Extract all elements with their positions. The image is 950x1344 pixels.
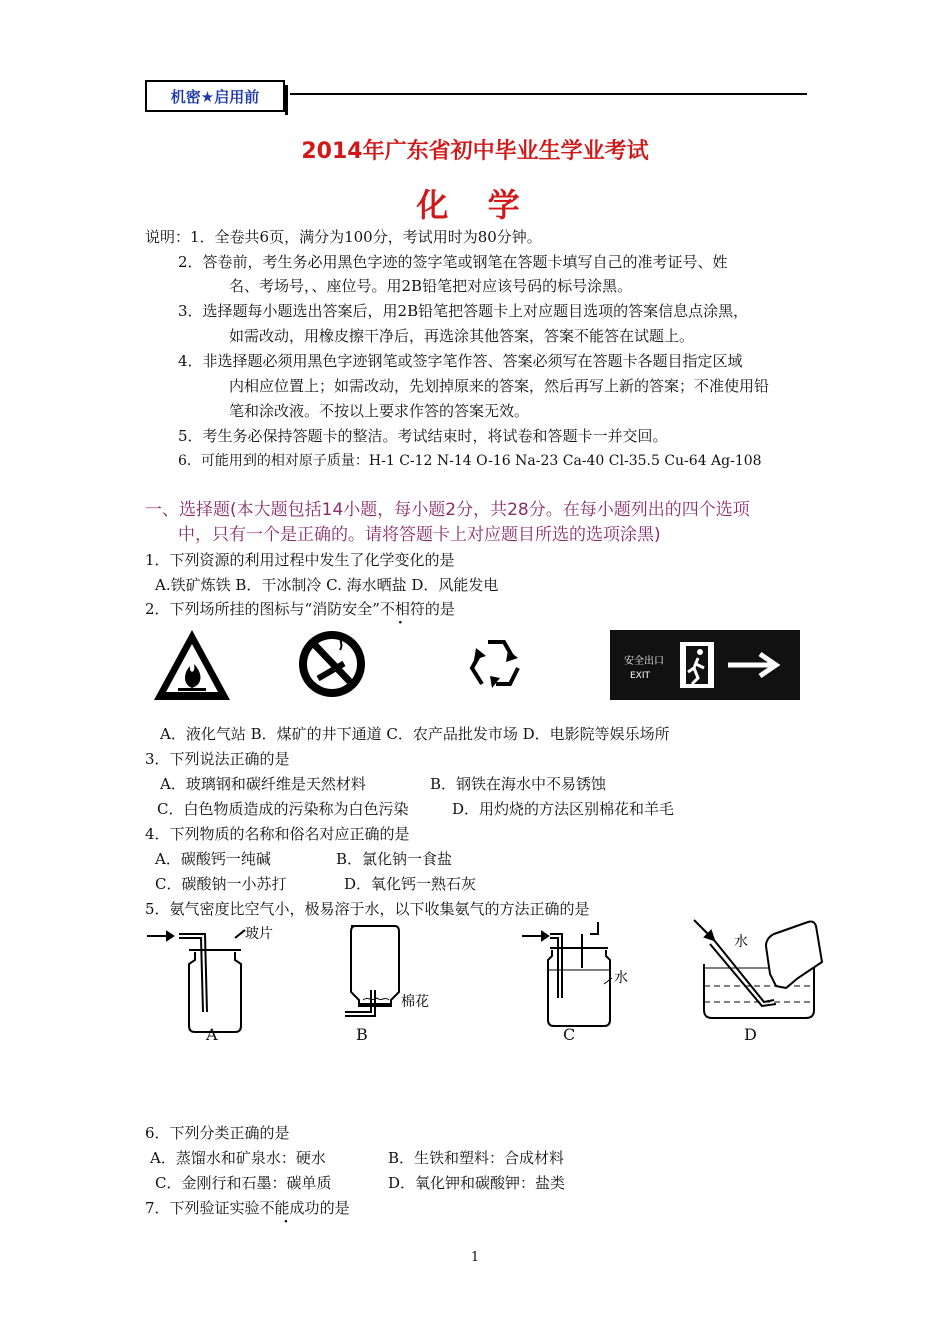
instruction-line: 如需改动，用橡皮擦干净后，再选涂其他答案，答案不能答在试题上。	[229, 327, 695, 345]
exam-title: 2014年广东省初中毕业生学业考试	[301, 139, 649, 164]
section-heading: 中，只有一个是正确的。请将答题卡上对应题目所选的选项涂黑)	[178, 525, 661, 545]
flammable-warning-sign-icon	[152, 628, 232, 702]
stem-text: 7．下列验证实验	[145, 1199, 260, 1217]
recycling-sign-icon	[460, 628, 532, 700]
subject-title: 化 学	[416, 186, 534, 224]
option-c: C．碳酸钠一小苏打	[155, 875, 287, 893]
question-stem	[145, 1197, 350, 1219]
figure-label-d: D	[744, 1025, 757, 1044]
stem-text: 的是	[424, 600, 455, 618]
stem-text: 的是	[319, 1199, 350, 1217]
stem-emphasis: 不能成功	[259, 1199, 320, 1217]
instruction-line: 笔和涂改液。不按以上要求作答的答案无效。	[229, 402, 530, 420]
question-stem: 6．下列分类正确的是	[145, 1124, 290, 1142]
apparatus-b-diagram	[325, 920, 445, 1030]
label-glass-slide: 玻片	[245, 926, 273, 942]
option-a: A．蒸馏水和矿泉水：硬水	[150, 1149, 326, 1167]
option-a: A．碳酸钙一纯碱	[155, 850, 271, 868]
question-options: A．液化气站 B．煤矿的井下通道 C．农产品批发市场 D．电影院等娱乐场所	[160, 725, 670, 743]
apparatus-d-diagram	[690, 916, 830, 1026]
instruction-line: 名、考场号，、座位号。用2B铅笔把对应该号码的标号涂黑。	[229, 277, 633, 295]
option-a: A．玻璃钢和碳纤维是天然材料	[160, 775, 366, 793]
header-rule	[290, 93, 807, 95]
option-c: C．金刚行和石墨：碳单质	[155, 1174, 332, 1192]
question-options: A.铁矿炼铁 B．干冰制冷 C. 海水晒盐 D．风能发电	[155, 576, 499, 594]
instruction-line: 说明：1．全卷共6页，满分为100分，考试用时为80分钟。	[145, 228, 542, 246]
section-heading: 一、选择题(本大题包括14小题，每小题2分，共28分。在每小题列出的四个选项	[145, 500, 750, 520]
option-d: D．氧化钙一熟石灰	[344, 875, 477, 893]
option-b: B．生铁和塑料：合成材料	[388, 1149, 565, 1167]
instruction-line: 6．可能用到的相对原子质量：H-1 C-12 N-14 O-16 Na-23 Ca-40 Cl-35.5 Cu-64 Ag-108	[178, 453, 762, 469]
exit-sign-cn: 安全出口	[624, 656, 664, 667]
option-d: D．氧化钾和碳酸钾：盐类	[388, 1174, 566, 1192]
stem-emphasis: 不相符	[379, 600, 425, 618]
emergency-exit-sign-icon	[610, 630, 800, 700]
question-stem: 4．下列物质的名称和俗名对应正确的是	[145, 825, 410, 843]
option-b: B．钢铁在海水中不易锈蚀	[430, 775, 607, 793]
exit-sign-en: EXIT	[630, 671, 651, 681]
figure-label-a: A	[206, 1025, 218, 1044]
question-stem: 3．下列说法正确的是	[145, 750, 290, 768]
figure-label-c: C	[563, 1025, 576, 1044]
label-water-d: 水	[734, 934, 748, 950]
page-number: 1	[470, 1250, 480, 1265]
option-b: B．氯化钠一食盐	[336, 850, 453, 868]
instruction-line: 5．考生务必保持答题卡的整洁。考试结束时，将试卷和答题卡一并交回。	[178, 427, 668, 445]
confidential-label: 机密★启用前	[145, 80, 285, 112]
question-stem	[145, 598, 455, 620]
option-d: D．用灼烧的方法区别棉花和羊毛	[452, 800, 675, 818]
figure-label-b: B	[356, 1025, 368, 1044]
option-c: C．白色物质造成的污染称为白色污染	[157, 800, 409, 818]
label-water-c: 水	[614, 970, 628, 986]
no-smoking-sign-icon	[296, 628, 368, 700]
label-cotton: 棉花	[401, 994, 429, 1010]
instruction-line: 2．答卷前，考生务必用黑色字迹的签字笔或钢笔在答题卡填写自己的准考证号、姓	[178, 253, 728, 271]
instruction-line: 内相应位置上；如需改动，先划掉原来的答案，然后再写上新的答案；不准使用铅	[229, 377, 770, 395]
question-stem: 5．氨气密度比空气小，极易溶于水，以下收集氨气的方法正确的是	[145, 900, 590, 918]
instruction-line: 4．非选择题必须用黑色字迹钢笔或签字笔作答、答案必须写在答题卡各题目指定区域	[178, 352, 743, 370]
stem-text: 2．下列场所挂的图标与“消防安全”	[145, 600, 380, 618]
instruction-line: 3．选择题每小题选出答案后，用2B铅笔把答题卡上对应题目选项的答案信息点涂黑，	[178, 302, 749, 320]
question-stem: 1．下列资源的利用过程中发生了化学变化的是	[145, 551, 455, 569]
apparatus-c-diagram	[520, 920, 640, 1030]
